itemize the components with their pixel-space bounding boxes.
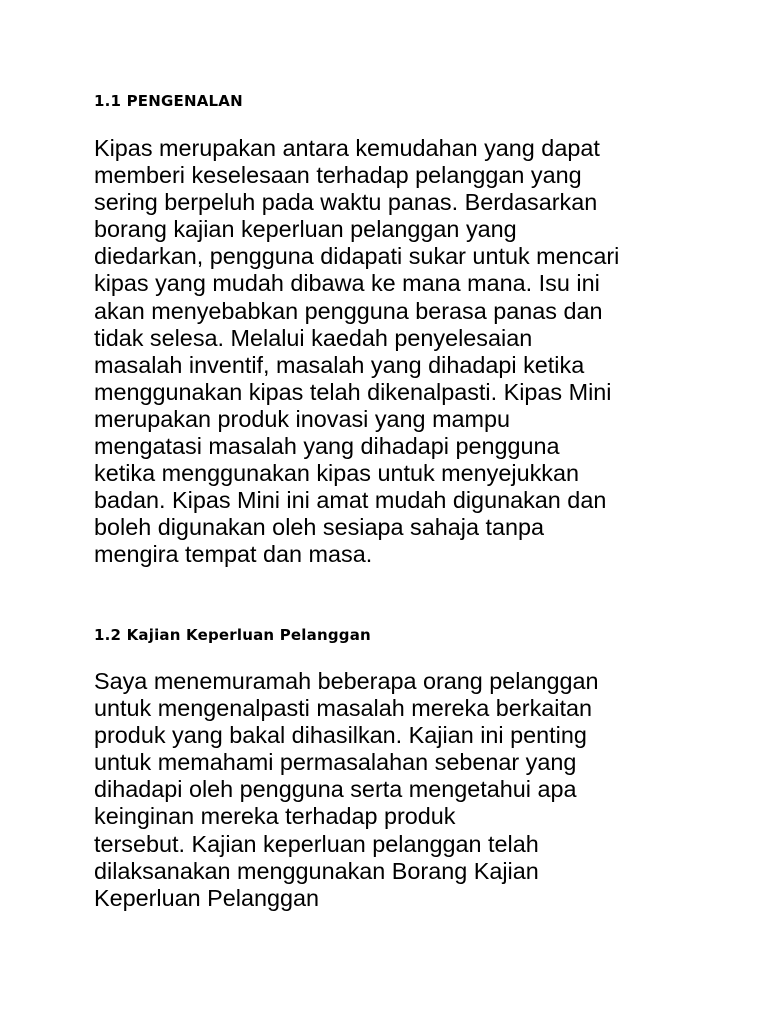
paragraph-line: tersebut. Kajian keperluan pelanggan telah: [94, 830, 539, 857]
paragraph-line: untuk mengenalpasti masalah mereka berkaitan: [94, 695, 592, 722]
paragraph-pengenalan: [94, 135, 754, 569]
paragraph-line: mengira tempat dan masa.: [94, 541, 373, 568]
paragraph-line: Saya menemuramah beberapa orang pelanggan: [94, 668, 599, 694]
paragraph-line: ketika menggunakan kipas untuk menyejukkan: [94, 460, 580, 487]
paragraph-line: dihadapi oleh pengguna serta mengetahui apa: [94, 776, 577, 803]
paragraph-line: boleh digunakan oleh sesiapa sahaja tanpa: [94, 514, 544, 541]
paragraph-line: diedarkan, pengguna didapati sukar untuk mencari: [94, 243, 620, 270]
paragraph-line: masalah inventif, masalah yang dihadapi ketika: [94, 351, 585, 378]
section-heading-pengenalan: 1.1 PENGENALAN: [94, 92, 243, 110]
section-heading-kajian-keperluan: 1.2 Kajian Keperluan Pelanggan: [94, 626, 371, 644]
paragraph-line: produk yang bakal dihasilkan. Kajian ini penting: [94, 722, 587, 749]
paragraph-line: Keperluan Pelanggan: [94, 884, 319, 911]
paragraph-line: mengatasi masalah yang dihadapi pengguna: [94, 433, 560, 460]
paragraph-line: sering berpeluh pada waktu panas. Berdasarkan: [94, 189, 598, 216]
paragraph-line: badan. Kipas Mini ini amat mudah digunakan dan: [94, 487, 607, 514]
paragraph-line: borang kajian keperluan pelanggan yang: [94, 216, 517, 243]
paragraph-line: keinginan mereka terhadap produk: [94, 803, 456, 830]
paragraph-line: kipas yang mudah dibawa ke mana mana. Isu ini: [94, 270, 600, 297]
paragraph-line: akan menyebabkan pengguna berasa panas dan: [94, 297, 603, 324]
paragraph-line: memberi keselesaan terhadap pelanggan yang: [94, 162, 582, 189]
paragraph-line: untuk memahami permasalahan sebenar yang: [94, 749, 577, 776]
paragraph-kajian-keperluan: [94, 668, 754, 912]
paragraph-line: tidak selesa. Melalui kaedah penyelesaian: [94, 324, 533, 351]
paragraph-line: dilaksanakan menggunakan Borang Kajian: [94, 857, 539, 884]
paragraph-line: menggunakan kipas telah dikenalpasti. Kipas Mini: [94, 378, 612, 405]
paragraph-line: Kipas merupakan antara kemudahan yang dapat: [94, 135, 600, 161]
paragraph-line: merupakan produk inovasi yang mampu: [94, 405, 511, 432]
